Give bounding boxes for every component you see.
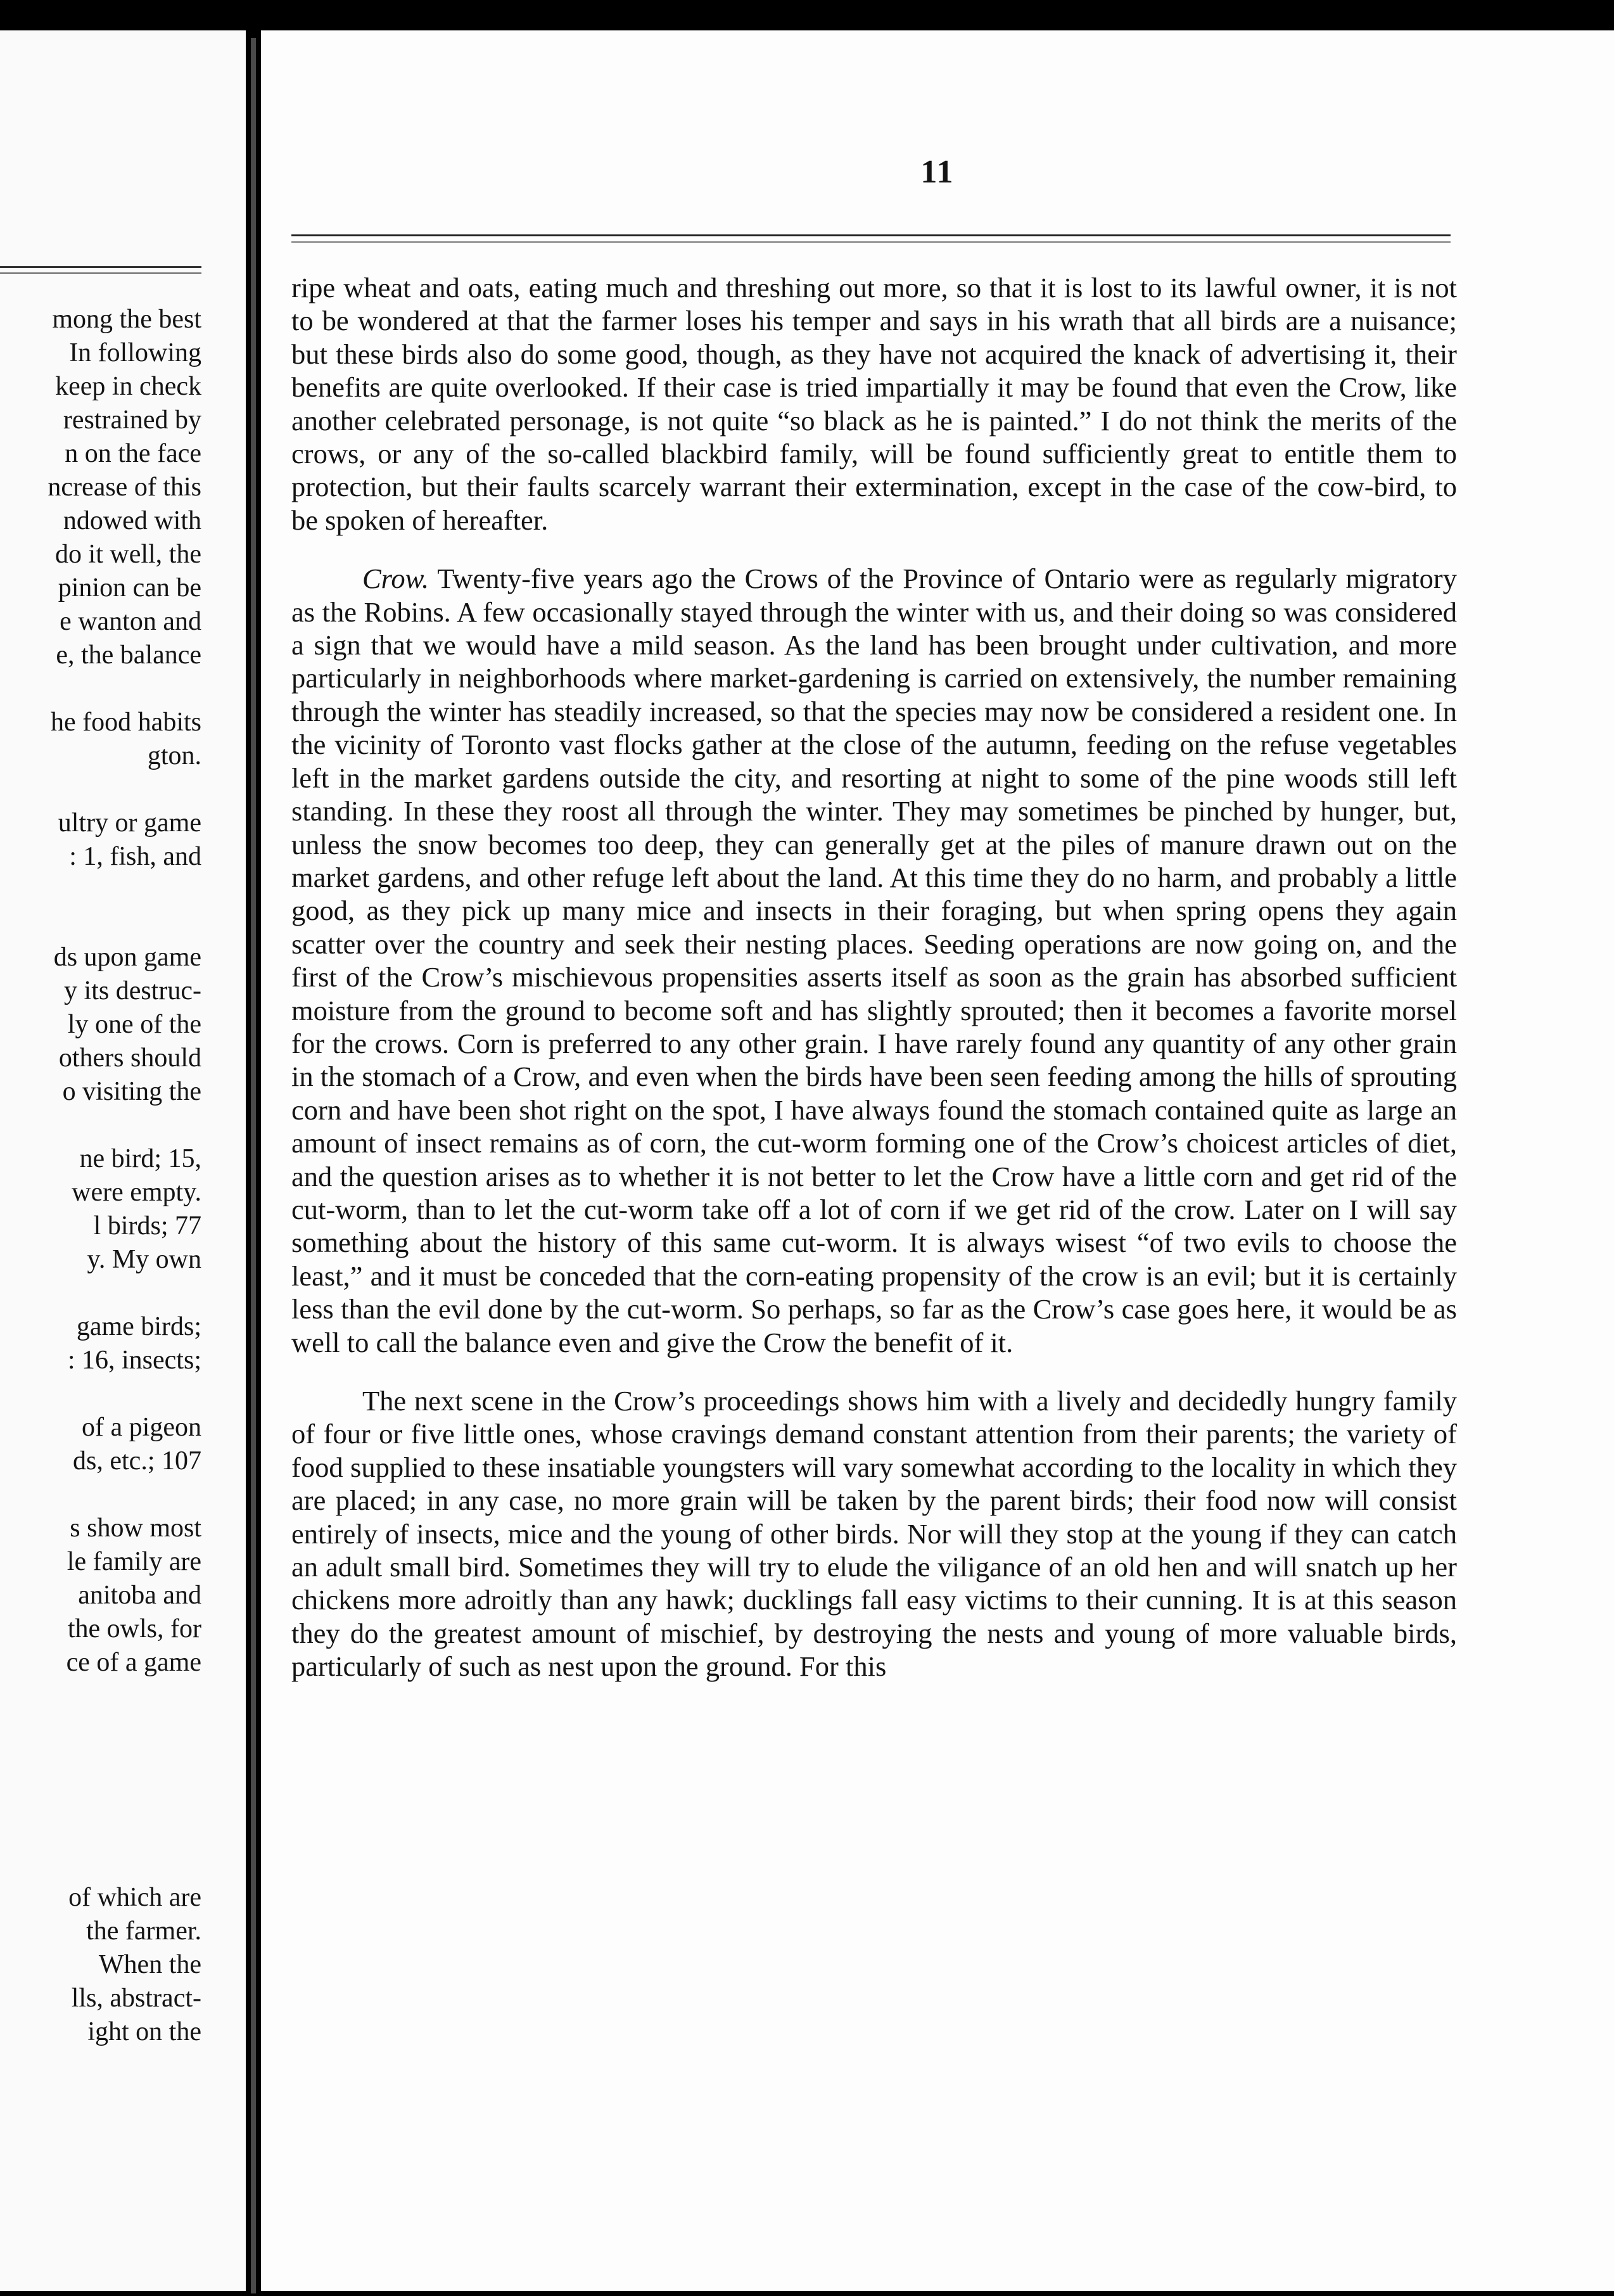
left-page-line: ds, etc.; 107 bbox=[73, 1446, 201, 1476]
left-page-line: In following bbox=[69, 338, 201, 367]
left-page-line: do it well, the bbox=[55, 540, 201, 569]
left-page-line: restrained by bbox=[63, 405, 201, 435]
paragraph-next-scene bbox=[291, 1384, 1457, 1683]
left-page-line: le family are bbox=[67, 1547, 201, 1576]
left-page-line: y. My own bbox=[87, 1245, 201, 1274]
left-page-line: the owls, for bbox=[67, 1614, 201, 1643]
left-page-line: o visiting the bbox=[62, 1077, 201, 1106]
paragraph-continuation bbox=[291, 271, 1457, 537]
left-page-line: anitoba and bbox=[78, 1581, 201, 1610]
left-page-line: n on the face bbox=[65, 439, 201, 468]
body-text bbox=[291, 271, 1457, 1709]
left-page-line: the farmer. bbox=[86, 1917, 201, 1946]
left-page-line: ly one of the bbox=[67, 1010, 201, 1039]
left-page-line: e, the balance bbox=[56, 641, 201, 670]
left-page-line: ight on the bbox=[87, 2017, 201, 2046]
left-page-line: he food habits bbox=[51, 708, 201, 737]
left-page-rule-secondary bbox=[0, 272, 201, 274]
left-page-line: ce of a game bbox=[66, 1648, 201, 1677]
header-rule-secondary bbox=[291, 241, 1451, 243]
right-page bbox=[261, 30, 1614, 2291]
paragraph-text: ripe wheat and oats, eating much and threshing out more, so that it is lost to its lawful owner, it is not to be wondered at that the farmer loses his temper and says in his wrath that all birds are a nuisance; but these birds also do some good, though, as they have not acquired the knack of advertising it, their benefits are quite overlooked. If their case is tried impartially it may be found that even the Crow, like another celebrated personage, is not quite “so black as he is painted.” I do not think the merits of the crows, or any of the so-called blackbird family, will be found sufficiently great to entitle them to protection, but their faults scarcely warrant their extermination, except in the case of the cow-bird, to be spoken of hereafter. bbox=[291, 272, 1457, 536]
left-page-line: of a pigeon bbox=[82, 1413, 201, 1442]
left-page-edge bbox=[0, 30, 246, 2291]
left-page-line: game birds; bbox=[76, 1312, 201, 1341]
left-page-line: When the bbox=[98, 1950, 201, 1979]
paragraph-crow bbox=[291, 562, 1457, 1359]
left-page-line: e wanton and bbox=[60, 607, 201, 636]
left-page-line: s show most bbox=[70, 1514, 201, 1543]
left-page-line: ndowed with bbox=[63, 506, 201, 535]
gutter-edge bbox=[251, 38, 256, 2293]
left-page-line: ds upon game bbox=[53, 943, 201, 972]
left-page-line: gton. bbox=[147, 741, 201, 770]
left-page-line: l birds; 77 bbox=[93, 1211, 201, 1240]
left-page-line: were empty. bbox=[72, 1178, 201, 1207]
left-page-line: pinion can be bbox=[58, 573, 201, 603]
paragraph-text: Twenty-five years ago the Crows of the Province of Ontario were as regularly migratory as the Robins. A few occasionally stayed through the winter with us, and their doing so was considered a sign that we would have a mild season. As the land has been brought under cultivation, and more particularly in neighborhoods where market-gardening is carried on extensively, the number remaining through the winter has steadily increased, so that the species may now be considered a resident one. In the vicinity of Toronto vast flocks gather at the close of the autumn, feeding on the refuse vegetables left in the market gardens outside the city, and resorting at night to some of the pine woods still left standing. In these they roost all through the winter. They may sometimes be pinched by hunger, but, unless the snow becomes too deep, they can generally get at the piles of manure drawn out on the market gardens, and other refuge left about the land. At this time they do no harm, and probably a little good, as they pick up many mice and insects in their foraging, but when spring opens they again scatter over the country and seek their nesting places. Seeding operations are now going on, and the first of the Crow’s mischievous propensities asserts itself as soon as the grain has absorbed sufficient moisture from the ground to become soft and has slightly sprouted; then it becomes a favorite morsel for the crows. Corn is preferred to any other grain. I have rarely found any quantity of any other grain in the stomach of a Crow, and even when the birds have been seen feeding among the hills of sprouting corn and have been shot right on the spot, I have always found the stomach contained quite as large an amount of insect remains as of corn, the cut-worm forming one of the Crow’s choicest articles of diet, and the question arises as to whether it is not better to let the Crow have a little corn and get rid of the cut-worm, than to let the cut-worm take off a lot of corn if we get rid of the crow. Later on I will say something about the history of this same cut-worm. It is always wisest “of two evils to choose the least,” and it must be conceded that the corn-eating propensity of the crow is an evil; but it is certainly less than the evil done by the cut-worm. So perhaps, so far as the Crow’s case goes here, it would be as well to call the balance even and give the Crow the benefit of it. bbox=[291, 563, 1457, 1358]
left-page-line: y its destruc- bbox=[64, 976, 201, 1005]
left-page-line: others should bbox=[58, 1043, 201, 1073]
left-page-line: : 1, fish, and bbox=[69, 842, 201, 871]
left-page-line: of which are bbox=[68, 1883, 201, 1912]
left-page-rule bbox=[0, 266, 201, 268]
left-page-line: lls, abstract- bbox=[71, 1984, 201, 2013]
left-page-line: ncrease of this bbox=[48, 473, 201, 502]
paragraph-lead: Crow. bbox=[362, 563, 429, 595]
left-page-line: ne bird; 15, bbox=[79, 1144, 201, 1173]
header-rule bbox=[291, 234, 1451, 236]
left-page-line: ultry or game bbox=[58, 808, 201, 838]
left-page-line: : 16, insects; bbox=[67, 1346, 201, 1375]
left-page-line: mong the best bbox=[52, 305, 201, 334]
left-page-line: keep in check bbox=[55, 372, 201, 401]
page-number: 11 bbox=[920, 154, 955, 190]
paragraph-text: The next scene in the Crow’s proceedings shows him with a lively and decidedly hungry family of four or five little ones, whose cravings demand constant attention from their parents; the variety of food supplied to these insatiable youngsters will vary somewhat according to the locality in which they are placed; in any case, no more grain will be taken by the parent birds; their food now will consist entirely of insects, mice and the young of other birds. Nor will they stop at the young if they can catch an adult small bird. Sometimes they will try to elude the viligance of an old hen and will snatch up her chickens more adroitly than any hawk; ducklings fall easy victims to their cunning. It is at this season they do the greatest amount of mischief, by destroying the nests and young of more valuable birds, particularly of such as nest upon the ground. For this bbox=[291, 1385, 1457, 1683]
